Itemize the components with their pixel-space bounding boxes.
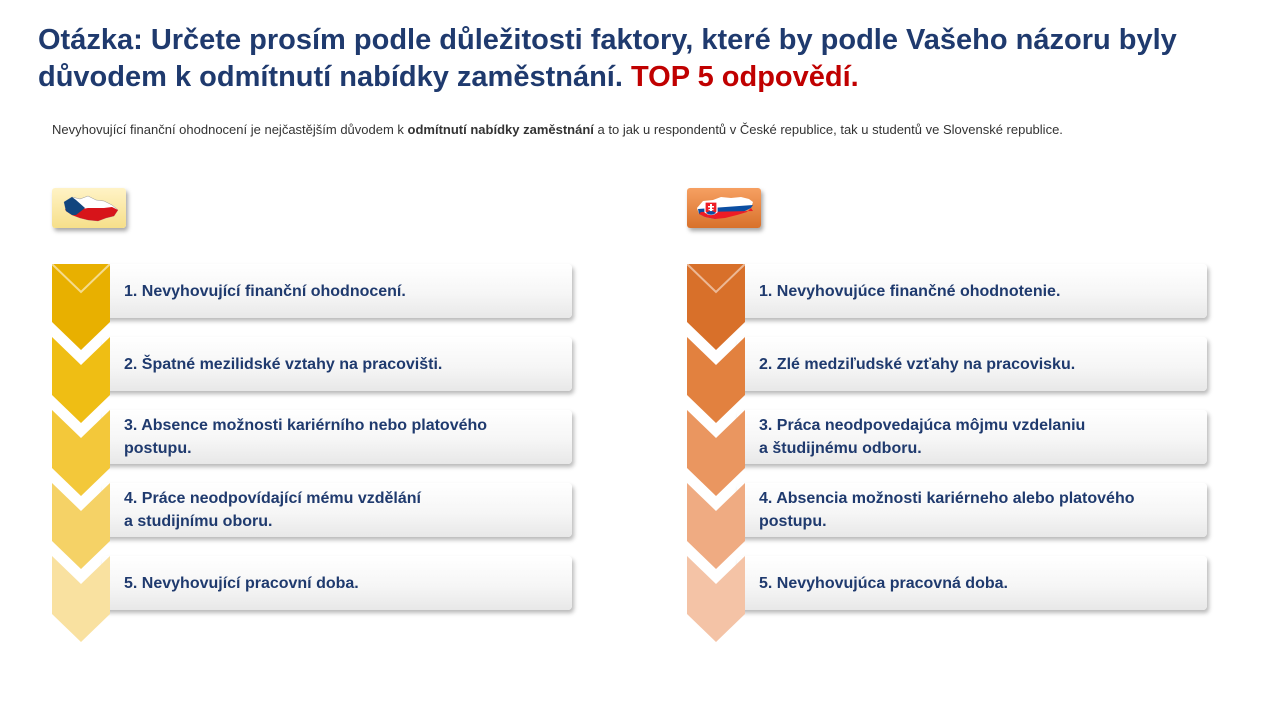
list-item	[685, 483, 1215, 543]
reason-text: 5. Nevyhovujúca pracovná doba.	[759, 574, 1008, 592]
list-item	[685, 410, 1215, 470]
czech-flag-badge	[52, 188, 126, 228]
subtitle-bold: odmítnutí nabídky zaměstnání	[407, 122, 594, 137]
reason-card	[102, 337, 572, 391]
reason-card	[737, 337, 1207, 391]
reason-text: 5. Nevyhovující pracovní doba.	[124, 574, 359, 592]
reason-text: 2. Zlé medziľudské vzťahy na pracovisku.	[759, 355, 1076, 373]
list-item	[50, 337, 580, 397]
subtitle	[52, 122, 1252, 137]
list-item	[50, 556, 580, 616]
reason-text: 2. Špatné mezilidské vztahy na pracovišti.	[124, 355, 443, 373]
title-question: Otázka: Určete prosím podle důležitosti faktory, které by podle Vašeho názoru byly důvodem k odmítnutí nabídky zaměstnání.	[38, 24, 1177, 93]
reason-card	[737, 410, 1207, 464]
reason-card	[102, 410, 572, 464]
reason-card	[102, 483, 572, 537]
reason-card	[737, 556, 1207, 610]
reason-card	[102, 556, 572, 610]
list-item	[50, 264, 580, 324]
list-item	[685, 556, 1215, 616]
subtitle-before: Nevyhovující finanční ohodnocení je nejčastějším důvodem k	[52, 122, 408, 137]
reason-text: 4. Práce neodpovídající mému vzdělání a studijnímu oboru.	[124, 490, 421, 530]
chevron-icon	[50, 556, 112, 642]
czech-map-flag-icon	[52, 188, 126, 228]
list-item	[50, 483, 580, 543]
list-item	[685, 337, 1215, 397]
reason-text: 1. Nevyhovující finanční ohodnocení.	[124, 282, 406, 300]
reason-card	[737, 264, 1207, 318]
reason-card	[102, 264, 572, 318]
list-item	[685, 264, 1215, 324]
list-item	[50, 410, 580, 470]
reason-card	[737, 483, 1207, 537]
reason-text: 3. Práca neodpovedajúca môjmu vzdelaniu a študijnému odboru.	[759, 417, 1086, 457]
reason-text: 3. Absence možnosti kariérního nebo platového postupu.	[124, 417, 488, 457]
chevron-icon	[685, 556, 747, 642]
chevron-shape	[52, 556, 110, 642]
slovak-map-flag-icon	[687, 188, 761, 228]
title-highlight: TOP 5 odpovědí.	[630, 61, 859, 93]
reason-text: 4. Absencia možnosti kariérneho alebo platového postupu.	[759, 490, 1135, 530]
chevron-shape	[687, 556, 745, 642]
slovak-flag-badge	[687, 188, 761, 228]
reason-text: 1. Nevyhovujúce finančné ohodnotenie.	[759, 282, 1061, 300]
page-title	[38, 22, 1238, 96]
subtitle-after: a to jak u respondentů v České republice, tak u studentů ve Slovenské republice.	[593, 122, 1063, 137]
